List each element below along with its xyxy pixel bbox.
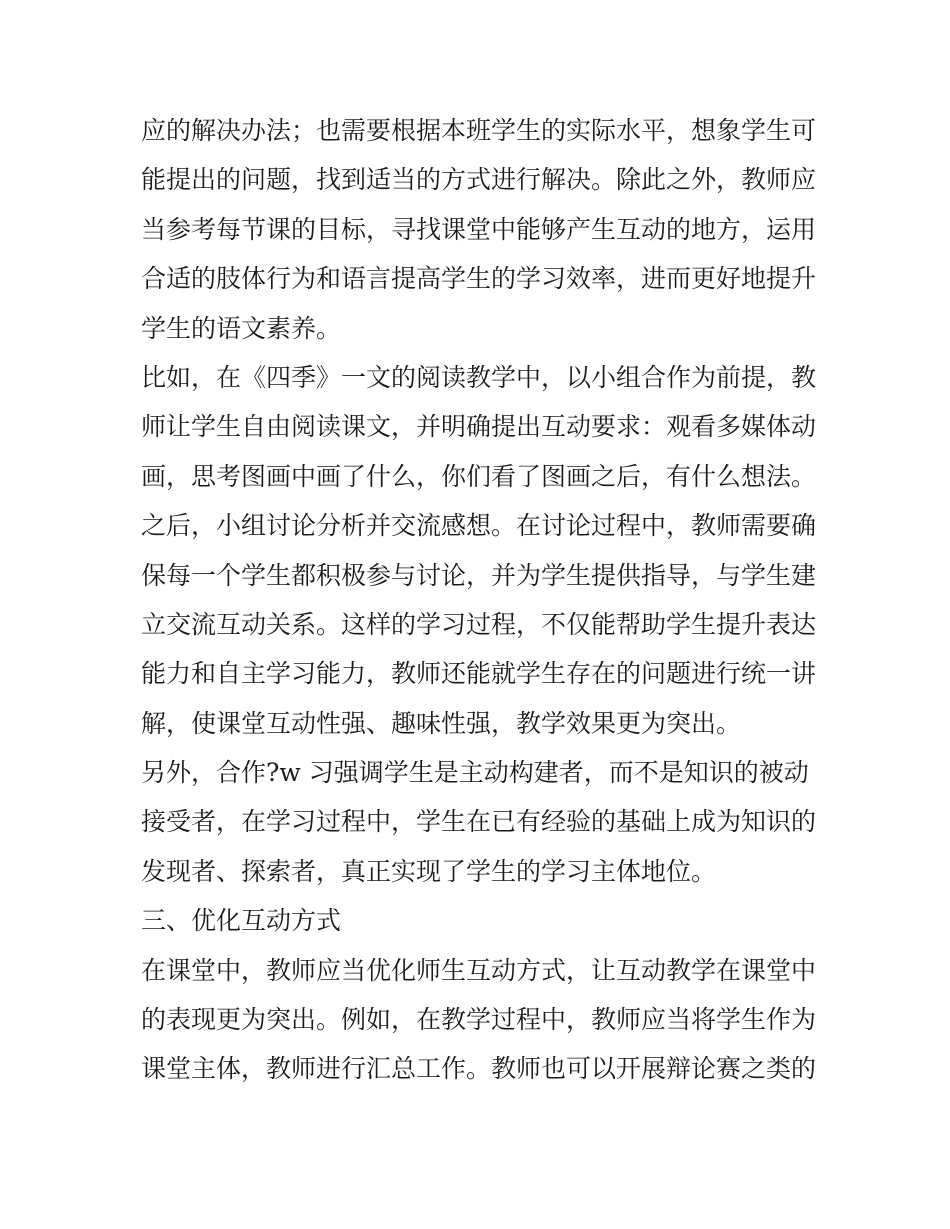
text-line: 师让学生自由阅读课文，并明确提出互动要求：观看多媒体动 [141,412,817,442]
text-line: 应的解决办法；也需要根据本班学生的实际水平，想象学生可 [141,116,817,145]
text-line: 课堂主体，教师进行汇总工作。教师也可以开展辩论赛之类的 [141,1054,817,1084]
text-line: 画，思考图画中画了什么，你们看了图画之后，有什么想法。 [141,461,817,491]
section-heading: 三、优化互动方式 [141,906,342,936]
text-line: 另外，合作?w 习强调学生是主动构建者，而不是知识的被动 [141,758,809,788]
text-line: 合适的肢体行为和语言提高学生的学习效率，进而更好地提升 [141,264,817,294]
text-line: 保每一个学生都积极参与讨论，并为学生提供指导，与学生建 [141,560,817,590]
text-line: 在课堂中，教师应当优化师生互动方式，让互动教学在课堂中 [141,955,817,985]
text-line: 的表现更为突出。例如，在教学过程中，教师应当将学生作为 [141,1005,817,1035]
text-line: 能提出的问题，找到适当的方式进行解决。除此之外，教师应 [141,165,817,195]
text-line: 当参考每节课的目标，寻找课堂中能够产生互动的地方，运用 [141,214,817,244]
text-line: 立交流互动关系。这样的学习过程，不仅能帮助学生提升表达 [141,609,817,639]
text-line: 学生的语文素养。 [141,313,342,343]
text-line: 之后，小组讨论分析并交流感想。在讨论过程中，教师需要确 [141,511,817,541]
text-line: 解，使课堂互动性强、趣味性强，教学效果更为突出。 [141,708,742,738]
text-line: 发现者、探索者，真正实现了学生的学习主体地位。 [141,856,717,886]
text-line: 能力和自主学习能力，教师还能就学生存在的问题进行统一讲 [141,659,817,689]
body-text [141,106,821,1094]
text-line: 比如，在《四季》一文的阅读教学中，以小组合作为前提，教 [141,362,817,392]
text-line: 接受者，在学习过程中，学生在已有经验的基础上成为知识的 [141,807,817,837]
